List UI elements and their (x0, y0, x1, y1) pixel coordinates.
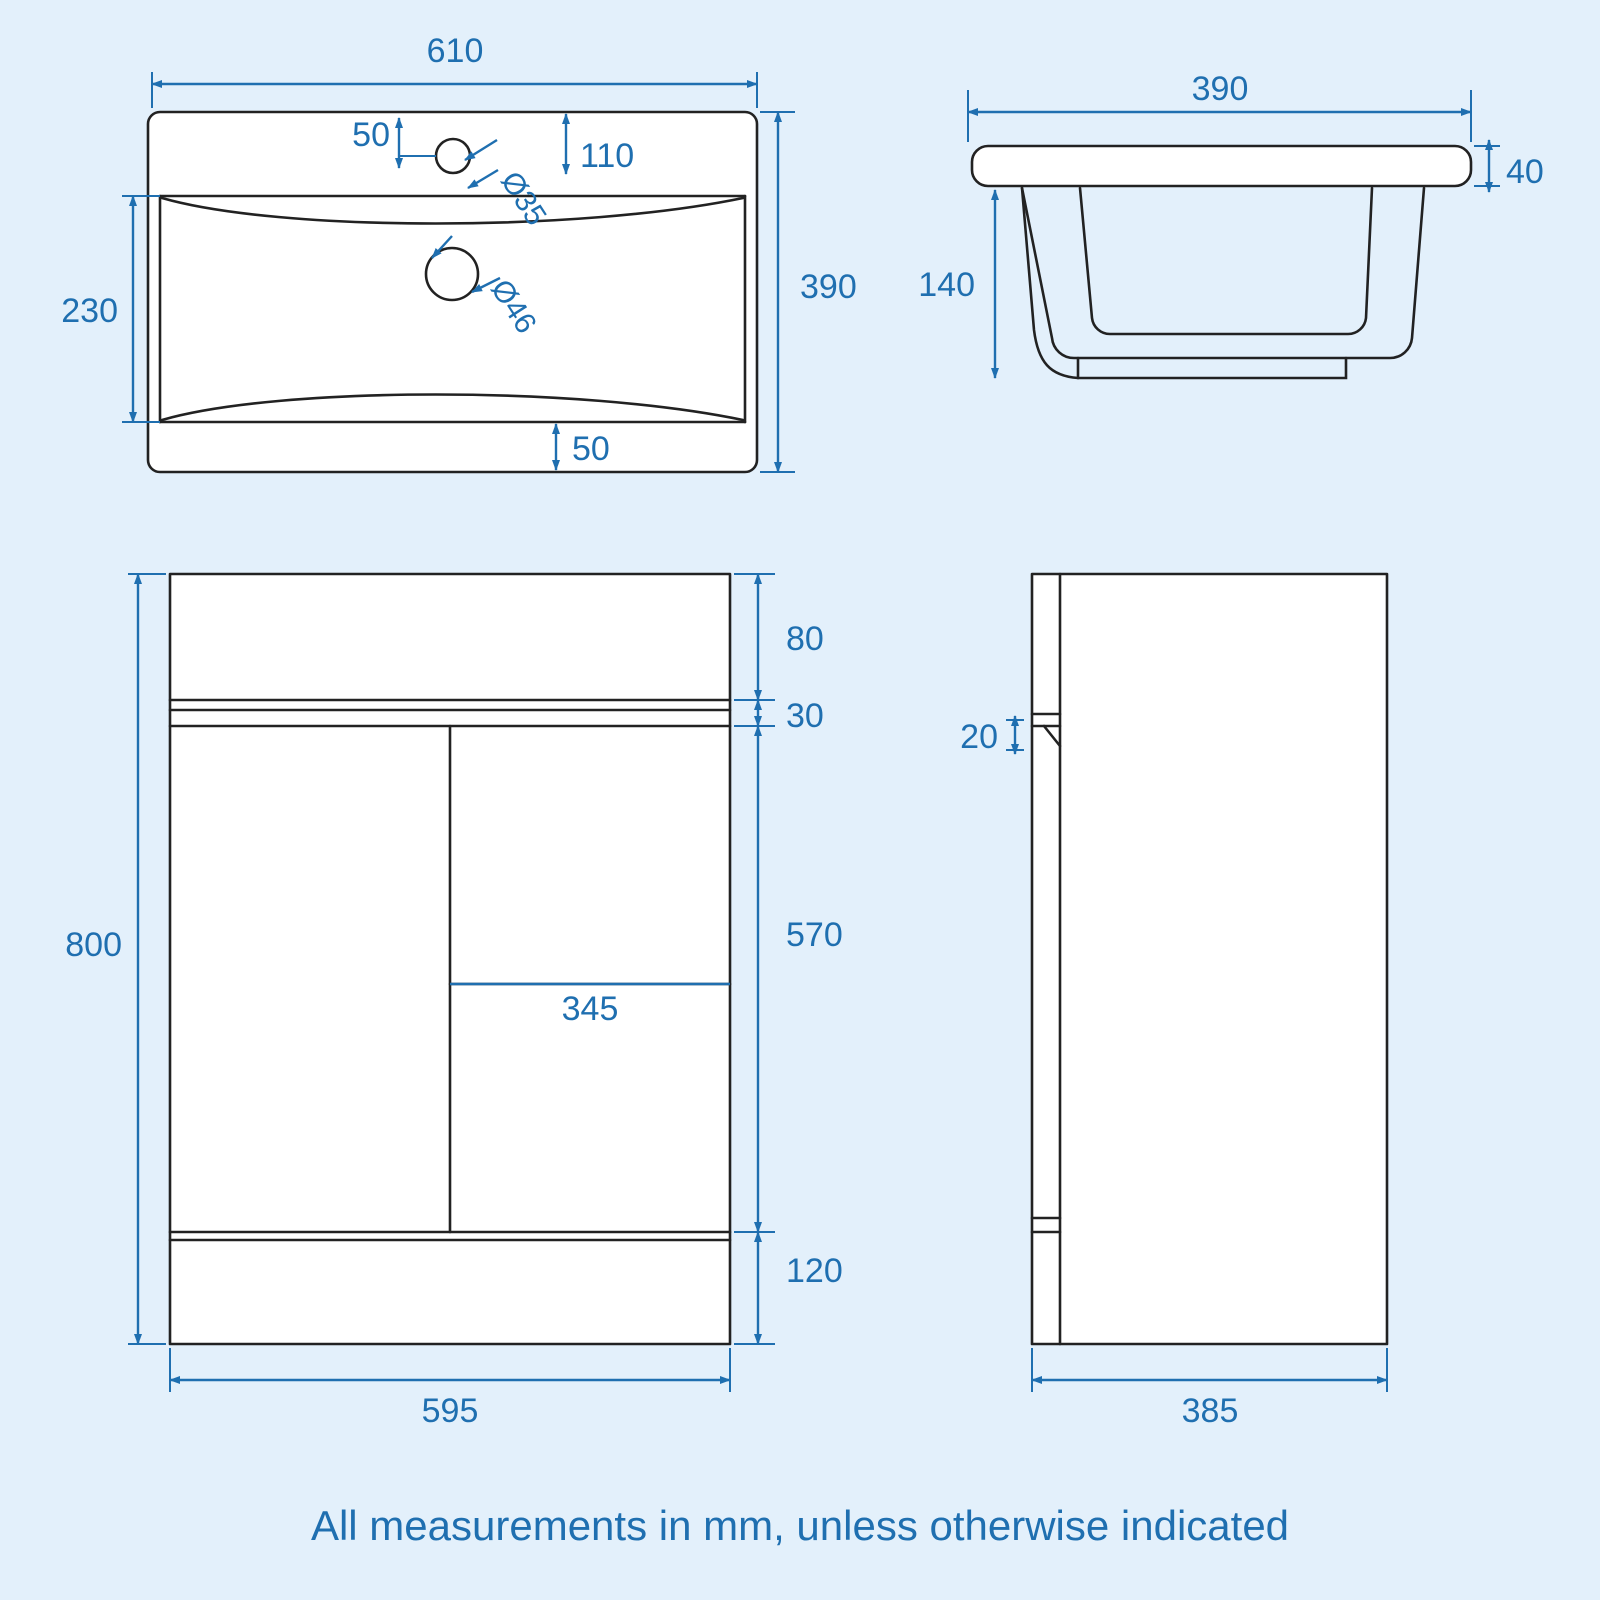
dim-unit-sections (734, 574, 843, 1344)
dim-label-basin-width: 610 (426, 32, 484, 70)
view-unit-front (65, 574, 842, 1430)
dim-unit-side-depth (1032, 1348, 1387, 1430)
footnote-text: All measurements in mm, unless otherwise indicated (310, 1502, 1290, 1549)
dim-label-tap-offset-left: 50 (352, 116, 390, 154)
dim-bowl-height (918, 190, 995, 378)
dim-label-basin-depth: 390 (800, 268, 857, 306)
dim-unit-width (170, 1348, 730, 1430)
dim-label-drawer-width: 345 (561, 990, 619, 1028)
dim-label-unit-width: 595 (421, 1392, 479, 1430)
view-basin-top (61, 32, 856, 472)
dim-label-bowl-depth: 230 (61, 292, 118, 330)
dim-label-tap-hole-diameter: Ø35 (494, 165, 553, 232)
dim-label-gap: 30 (786, 697, 824, 735)
dim-label-basin-side-depth: 390 (1191, 70, 1249, 108)
dim-label-unit-side-depth: 385 (1181, 1392, 1239, 1430)
dim-rim-thickness (1474, 140, 1544, 192)
view-basin-side (918, 70, 1544, 378)
dim-label-front-edge: 50 (572, 430, 610, 468)
dim-label-waste-hole-diameter: Ø46 (484, 273, 543, 340)
dim-label-rim-thickness: 40 (1506, 153, 1544, 191)
dim-basin-width (152, 32, 757, 108)
dim-label-side-offset: 20 (960, 718, 998, 756)
dim-unit-height (65, 574, 166, 1344)
dim-label-plinth: 120 (786, 1252, 843, 1290)
dim-label-door-height: 570 (786, 916, 843, 954)
dim-label-bowl-height: 140 (918, 266, 975, 304)
view-unit-side (960, 574, 1387, 1430)
dim-basin-side-depth (968, 70, 1471, 142)
dim-side-offset (960, 716, 1024, 756)
dim-label-unit-height: 800 (65, 926, 122, 964)
dim-bowl-depth (61, 196, 160, 422)
dim-label-top-panel: 80 (786, 620, 824, 658)
dim-label-tap-offset-top: 110 (580, 137, 635, 175)
dim-basin-depth (760, 112, 857, 472)
